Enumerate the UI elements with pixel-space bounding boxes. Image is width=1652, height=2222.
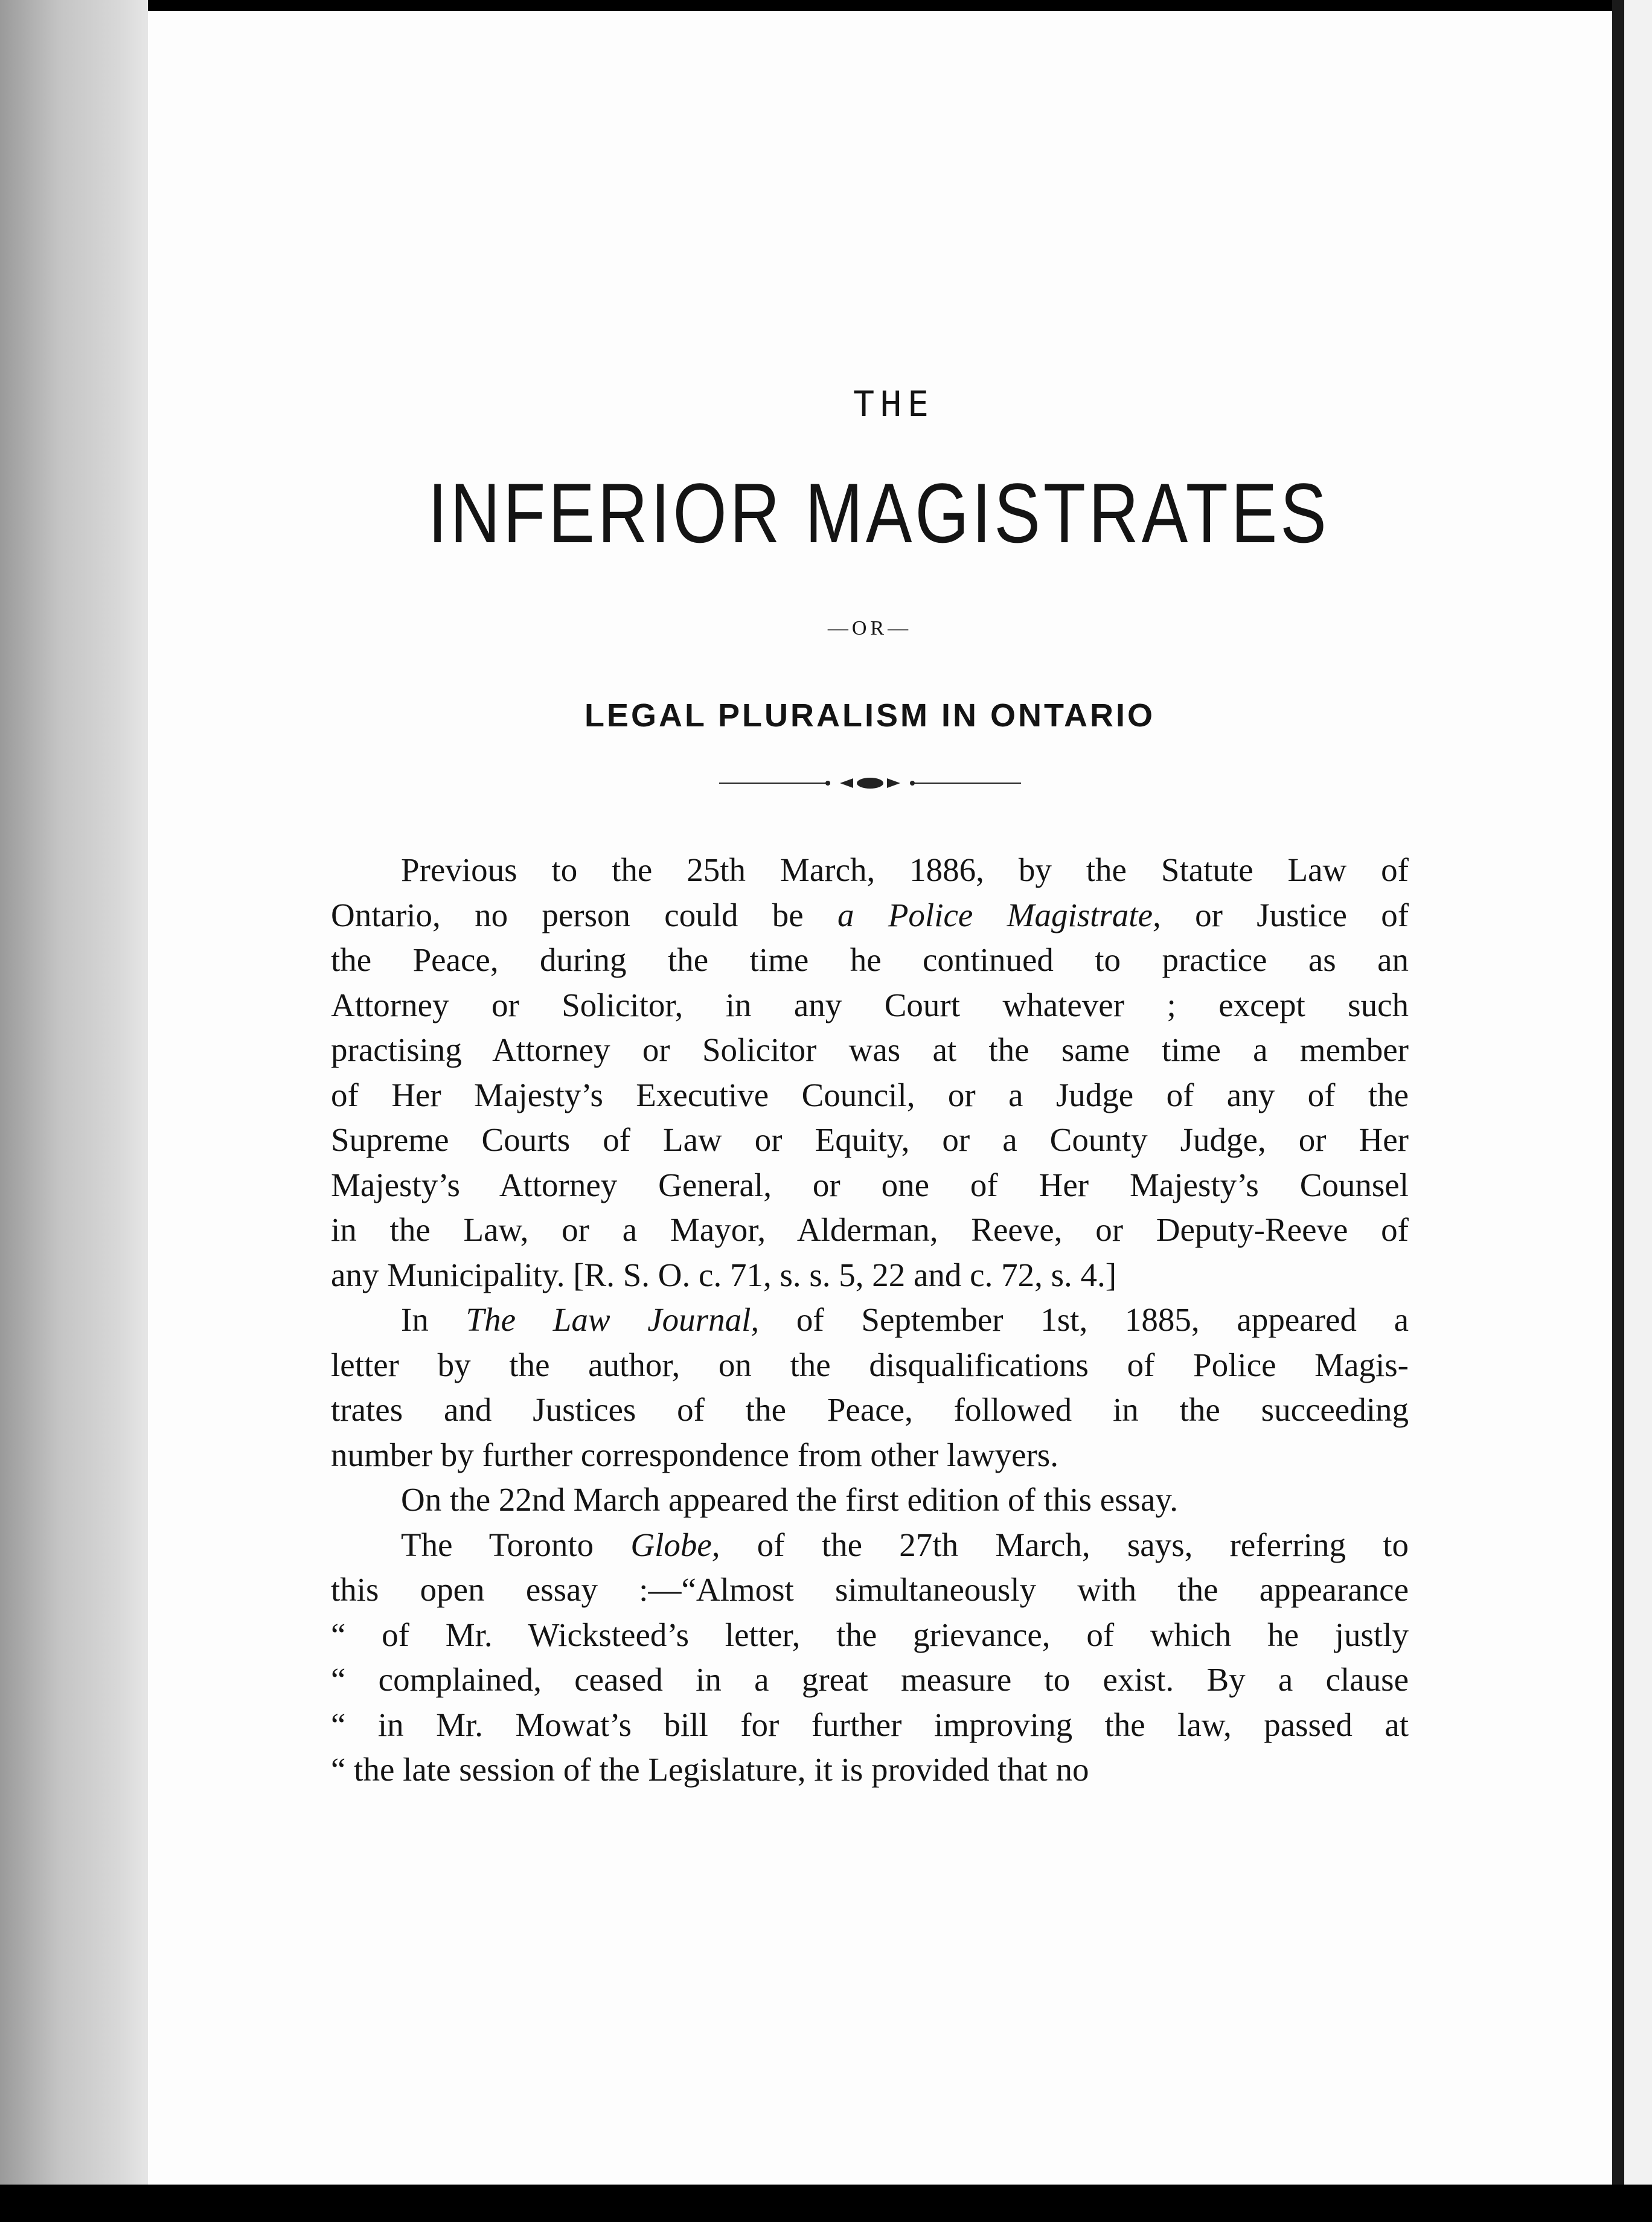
text-run: “ in Mr. Mowat’s bill for further improving the law, passed at <box>331 1706 1409 1743</box>
text-run: Ontario, no person could be <box>331 896 838 933</box>
text-line <box>331 1163 1409 1208</box>
text-run: Previous to the 25th March, 1886, by the Statute Law of <box>401 851 1409 888</box>
ornament-divider-icon <box>719 774 1021 792</box>
text-line <box>331 1657 1409 1703</box>
text-run: or Justice of <box>1161 896 1409 933</box>
text-line <box>331 1073 1409 1118</box>
title-connector: —OR— <box>827 617 912 639</box>
subtitle: LEGAL PLURALISM IN ONTARIO <box>584 697 1155 734</box>
italic-text-run: The Law Journal, <box>466 1301 760 1338</box>
text-run: number by further correspondence from other lawyers. <box>331 1436 1058 1473</box>
text-run: of September 1st, 1885, appeared a <box>759 1301 1409 1338</box>
text-line <box>331 983 1409 1028</box>
text-line <box>331 1478 1409 1523</box>
paragraph <box>331 848 1409 1298</box>
text-run: Attorney or Solicitor, in any Court whatever ; except such <box>331 986 1409 1023</box>
main-title: INFERIOR MAGISTRATES <box>427 466 1330 560</box>
text-run: Majesty’s Attorney General, or one of Her Majesty’s Counsel <box>331 1166 1409 1203</box>
text-run: “ complained, ceased in a great measure to exist. By a clause <box>331 1661 1409 1698</box>
text-run: In <box>401 1301 466 1338</box>
text-line <box>331 1028 1409 1073</box>
text-line <box>331 1613 1409 1658</box>
text-run: On the 22nd March appeared the first edition of this essay. <box>401 1481 1179 1518</box>
text-run: this open essay :—“Almost simultaneously with the appearance <box>331 1571 1409 1608</box>
text-line <box>331 1523 1409 1568</box>
text-line <box>331 938 1409 983</box>
italic-text-run: a Police Magistrate, <box>837 896 1161 933</box>
text-run: the Peace, during the time he continued to practice as an <box>331 941 1409 978</box>
text-run: of the 27th March, says, referring to <box>720 1526 1409 1563</box>
text-line <box>331 1298 1409 1343</box>
title-pre: THE <box>853 383 935 424</box>
paragraph <box>331 1523 1409 1793</box>
text-line <box>331 1567 1409 1613</box>
next-page-strip <box>1624 0 1652 2222</box>
text-line <box>331 1747 1409 1793</box>
text-run: of Her Majesty’s Executive Council, or a Judge of any of the <box>331 1076 1409 1113</box>
text-run: Supreme Courts of Law or Equity, or a County Judge, or Her <box>331 1121 1409 1158</box>
text-run: any Municipality. [R. S. O. c. 71, s. s. 5, 22 and c. 72, s. 4.] <box>331 1256 1117 1293</box>
text-run: trates and Justices of the Peace, followed in the succeeding <box>331 1391 1409 1428</box>
text-run: “ of Mr. Wicksteed’s letter, the grievance, of which he justly <box>331 1616 1409 1653</box>
paragraph <box>331 1298 1409 1478</box>
text-run: practising Attorney or Solicitor was at the same time a member <box>331 1031 1409 1068</box>
text-line <box>331 1703 1409 1748</box>
document-content <box>331 383 1409 1793</box>
page-edge-shadow <box>1612 0 1624 2222</box>
text-line <box>331 1208 1409 1253</box>
text-line <box>331 893 1409 938</box>
text-line <box>331 1253 1409 1298</box>
text-line <box>331 848 1409 893</box>
binding-gutter <box>0 0 148 2222</box>
text-run: “ the late session of the Legislature, it is provided that no <box>331 1751 1089 1788</box>
text-line <box>331 1433 1409 1478</box>
text-line <box>331 1343 1409 1388</box>
text-line <box>331 1388 1409 1433</box>
text-run: letter by the author, on the disqualifications of Police Magis- <box>331 1346 1409 1383</box>
italic-text-run: Globe, <box>630 1526 720 1563</box>
paragraph <box>331 1478 1409 1523</box>
body-text <box>331 848 1409 1793</box>
text-line <box>331 1118 1409 1163</box>
scan-border-bottom <box>0 2185 1652 2222</box>
text-run: in the Law, or a Mayor, Alderman, Reeve, or Deputy-Reeve of <box>331 1211 1409 1248</box>
text-run: The Toronto <box>401 1526 631 1563</box>
